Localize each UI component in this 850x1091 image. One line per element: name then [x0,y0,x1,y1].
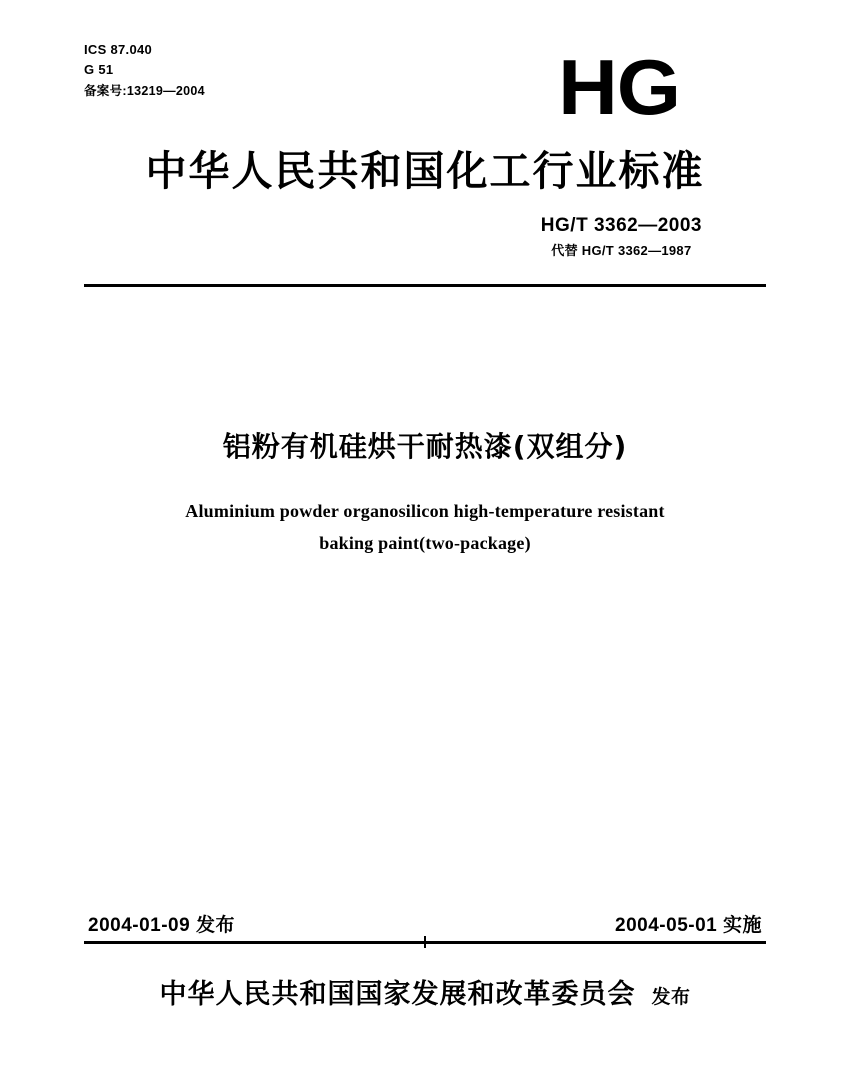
hg-logo: HG [558,43,680,131]
subject-title-en [0,496,850,559]
issue-date: 2004-01-09 发布 [88,915,235,936]
standard-number-block [541,215,702,259]
ics-code: ICS 87.040 [84,42,153,57]
replaces-number: 代替 HG/T 3362—1987 [551,243,692,258]
divider-top [84,284,766,287]
subject-title-en-line1: Aluminium powder organosilicon high-temperature resistant [185,501,665,521]
standard-title: 中华人民共和国化工行业标准 [145,147,705,195]
record-number: 备案号:13219—2004 [84,84,205,99]
identifier-block [84,40,205,102]
issuing-authority [0,972,850,1011]
issuing-authority-name: 中华人民共和国国家发展和改革委员会 [159,979,636,1010]
divider-bottom-tick [424,936,426,948]
standard-number: HG/T 3362—2003 [540,215,702,236]
subject-title-cn: 铝粉有机硅烘干耐热漆(双组分) [222,430,628,463]
implementation-date: 2004-05-01 实施 [615,915,762,936]
subject-title-en-line2: baking paint(two-package) [319,532,531,553]
classification-code: G 51 [84,62,114,78]
issuing-authority-verb: 发布 [651,986,691,1008]
